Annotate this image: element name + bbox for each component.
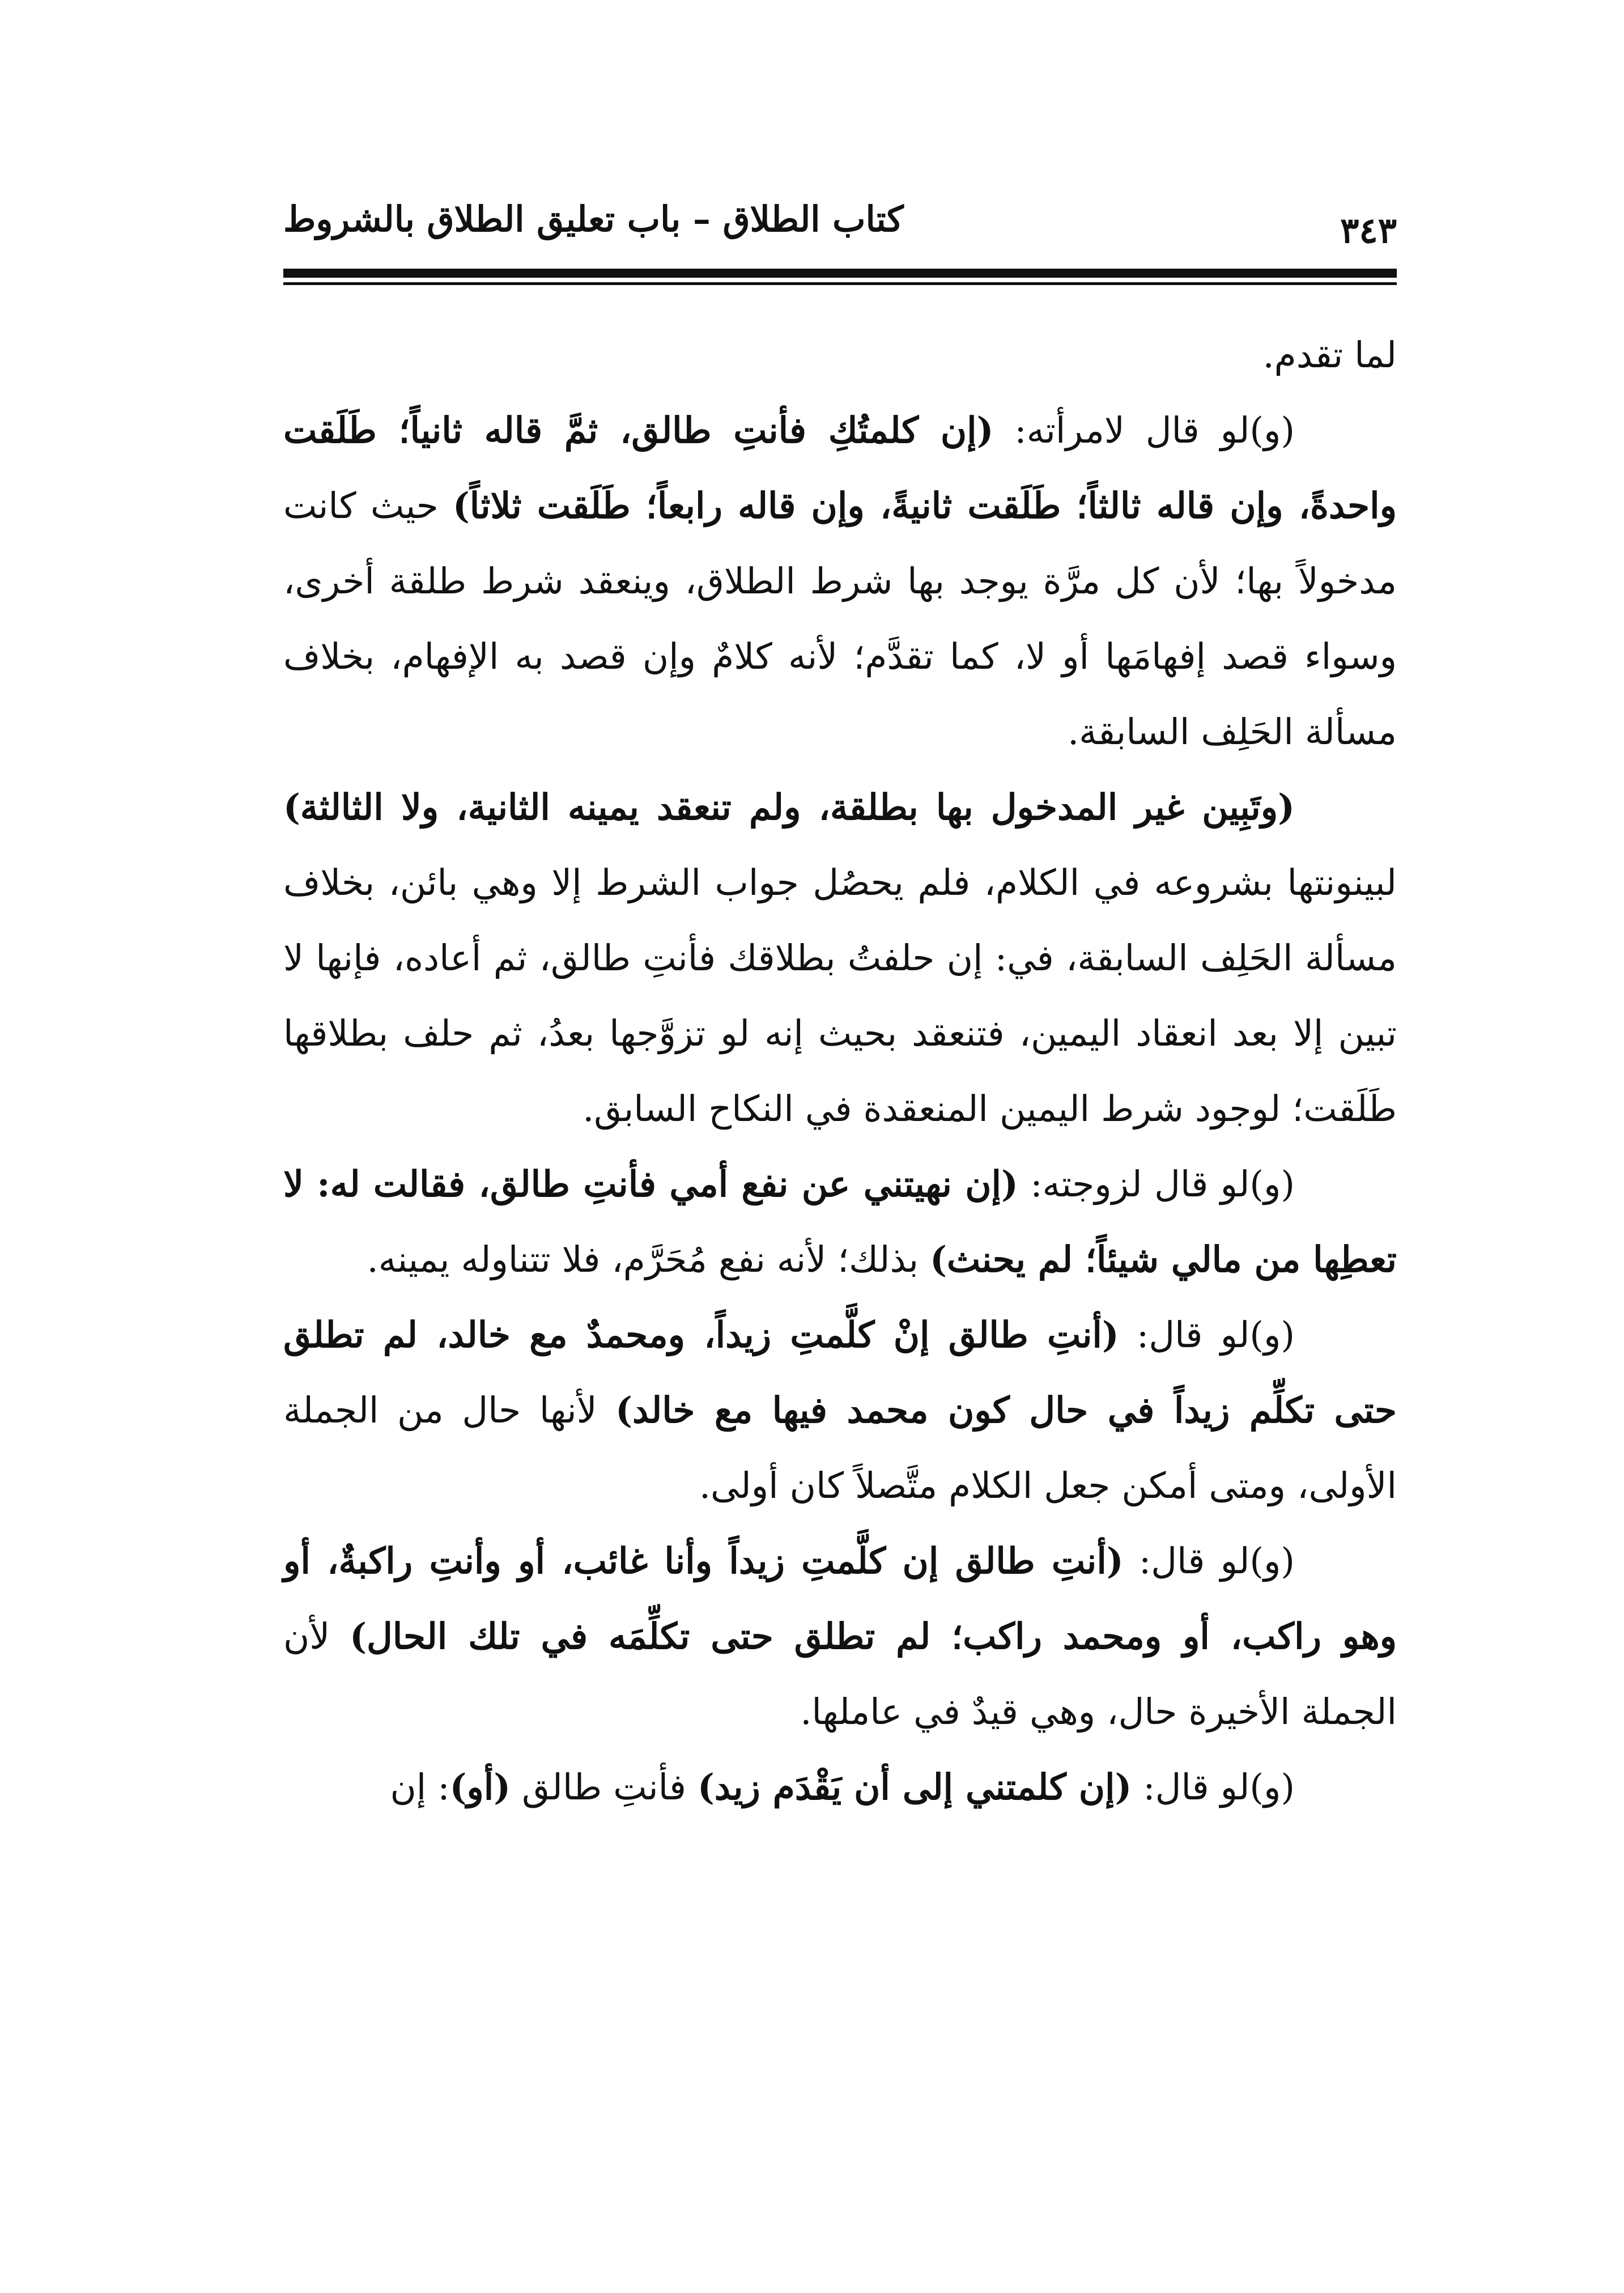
commentary-text: لبينونتها بشروعه في الكلام، فلم يحصُل جواب الشرط إلا وهي بائن، بخلاف مسألة الحَلِف السابقة، في: إن حلفتُ بطلاقك فأنتِ طالق، ثم أعاده، فإنها لا تبين إلا بعد انعقاد اليمين، فتنعقد بحيث إنه لو تزوَّجها بعدُ، ثم حلف بطلاقها طَلَقت؛ لوجود شرط اليمين المنعقدة في النكاح السابق. xyxy=(283,862,1397,1129)
commentary-text: (و)لو قال لامرأته: xyxy=(993,410,1295,451)
commentary-text: لما تقدم. xyxy=(1262,334,1397,376)
matn-text: (أنتِ طالق إنْ كلَّمتِ زيداً، ومحمدٌ مع خالد، لم تطلق حتى تكلِّم زيداً في حال كون محمد فيها مع خالد) xyxy=(283,1314,1397,1431)
matn-text: (أنتِ طالق إن كلَّمتِ زيداً وأنا غائب، أو وأنتِ راكبةٌ، أو وهو راكب، أو ومحمد راكب؛ لم تطلق حتى تكلِّمَه في تلك الحال) xyxy=(283,1540,1397,1657)
paragraph xyxy=(283,393,1397,770)
page-header xyxy=(283,193,1397,266)
paragraph xyxy=(283,1146,1397,1297)
header-rule-thin xyxy=(283,282,1397,285)
commentary-text: (و)لو قال: xyxy=(1123,1540,1295,1582)
commentary-text: بذلك؛ لأنه نفع مُحَرَّم، فلا تتناوله يمينه. xyxy=(367,1239,930,1280)
commentary-text: : إن xyxy=(390,1767,450,1808)
running-title: كتاب الطلاق – باب تعليق الطلاق بالشروط xyxy=(283,198,904,240)
commentary-text: لأنها حال من الجملة الأولى، ومتى أمكن جعل الكلام متَّصلاً كان أولى. xyxy=(283,1390,1397,1506)
commentary-text: لأن الجملة الأخيرة حال، وهي قيدٌ في عاملها. xyxy=(283,1616,1397,1733)
paragraph xyxy=(283,1297,1397,1523)
matn-text: (إن كلمتُكِ فأنتِ طالق، ثمَّ قاله ثانياً؛ طَلَقت واحدةً، وإن قاله ثالثاً؛ طَلَقت ثانيةً، وإن قاله رابعاً؛ طَلَقت ثلاثاً) xyxy=(283,409,1397,526)
paragraph xyxy=(283,770,1397,1146)
commentary-text: (و)لو قال لزوجته: xyxy=(1018,1164,1295,1205)
paragraph xyxy=(283,317,1397,393)
commentary-text: (و)لو قال: xyxy=(1119,1314,1295,1356)
header-rule-thick xyxy=(283,269,1397,278)
body-text xyxy=(283,317,1397,1825)
commentary-text: حيث كانت مدخولاً بها؛ لأن كل مرَّة يوجد بها شرط الطلاق، وينعقد شرط طلقة أخرى، وسواء قصد إفهامَها أو لا، كما تقدَّم؛ لأنه كلامٌ وإن قصد به الإفهام، بخلاف مسألة الحَلِف السابقة. xyxy=(283,485,1397,753)
commentary-text: (و)لو قال: xyxy=(1132,1767,1295,1808)
matn-text: (إن كلمتني إلى أن يَقْدَم زيد) xyxy=(697,1766,1132,1808)
matn-text: (إن نهيتني عن نفع أمي فأنتِ طالق، فقالت له: لا تعطِها من مالي شيئاً؛ لم يحنث) xyxy=(283,1163,1397,1280)
matn-text: (وتَبِين غير المدخول بها بطلقة، ولم تنعقد يمينه الثانية، ولا الثالثة) xyxy=(283,786,1295,828)
matn-text: (أو) xyxy=(449,1766,511,1808)
page-number: ٣٤٣ xyxy=(1340,210,1397,251)
paragraph xyxy=(283,1523,1397,1750)
paragraph xyxy=(283,1750,1397,1825)
commentary-text: فأنتِ طالق xyxy=(511,1767,698,1808)
